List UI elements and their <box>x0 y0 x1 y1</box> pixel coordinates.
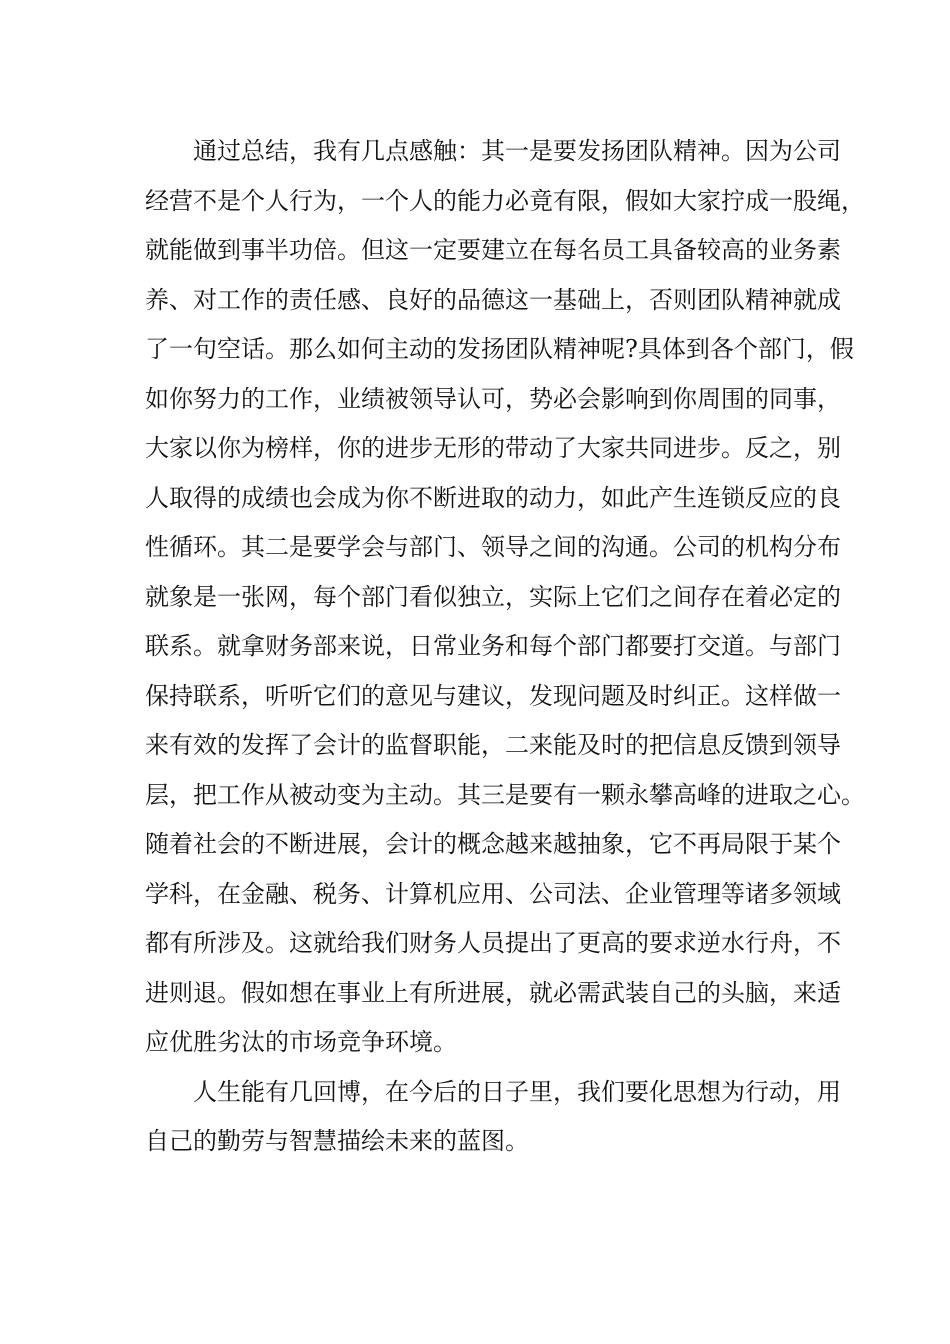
text-line: 随着社会的不断进展，会计的概念越来越抽象，它不再局限于某个 <box>145 830 841 858</box>
text-line: 大家以你为榜样，你的进步无形的带动了大家共同进步。反之，别 <box>145 434 841 462</box>
paragraph-2 <box>145 1068 841 1167</box>
text-line: 来有效的发挥了会计的监督职能，二来能及时的把信息反馈到领导 <box>145 731 841 759</box>
text-line: 学科，在金融、税务、计算机应用、公司法、企业管理等诸多领域 <box>145 879 841 908</box>
text-line: 联系。就拿财务部来说，日常业务和每个部门都要打交道。与部门 <box>145 632 841 660</box>
text-line: 经营不是个人行为，一个人的能力必竟有限，假如大家拧成一股绳， <box>145 186 865 215</box>
text-line: 就象是一张网，每个部门看似独立，实际上它们之间存在着必定的 <box>145 582 841 611</box>
text-line: 保持联系，听听它们的意见与建议，发现问题及时纠正。这样做一 <box>145 681 841 710</box>
document-body <box>145 127 865 1167</box>
text-line: 就能做到事半功倍。但这一定要建立在每名员工具备较高的业务素 <box>145 236 841 264</box>
text-line: 都有所涉及。这就给我们财务人员提出了更高的要求逆水行舟，不 <box>145 929 841 957</box>
text-line: 进则退。假如想在事业上有所进展，就必需武装自己的头脑，来适 <box>145 978 841 1007</box>
text-line: 人生能有几回博，在今后的日子里，我们要化思想为行动，用 <box>145 1077 841 1106</box>
text-line: 应优胜劣汰的市场竞争环境。 <box>145 1028 457 1056</box>
text-line: 通过总结，我有几点感触：其一是要发扬团队精神。因为公司 <box>145 137 841 165</box>
text-line: 如你努力的工作，业绩被领导认可，势必会影响到你周围的同事， <box>145 384 841 413</box>
text-line: 层，把工作从被动变为主动。其三是要有一颗永攀高峰的进取之心。 <box>145 780 865 809</box>
text-line: 人取得的成绩也会成为你不断进取的动力，如此产生连锁反应的良 <box>145 483 841 512</box>
text-line: 了一句空话。那么如何主动的发扬团队精神呢?具体到各个部门，假 <box>145 335 854 363</box>
paragraph-1 <box>145 127 865 1068</box>
text-line: 养、对工作的责任感、良好的品德这一基础上，否则团队精神就成 <box>145 285 841 314</box>
text-line: 性循环。其二是要学会与部门、领导之间的沟通。公司的机构分布 <box>145 533 841 561</box>
text-line: 自己的勤劳与智慧描绘未来的蓝图。 <box>145 1127 529 1155</box>
